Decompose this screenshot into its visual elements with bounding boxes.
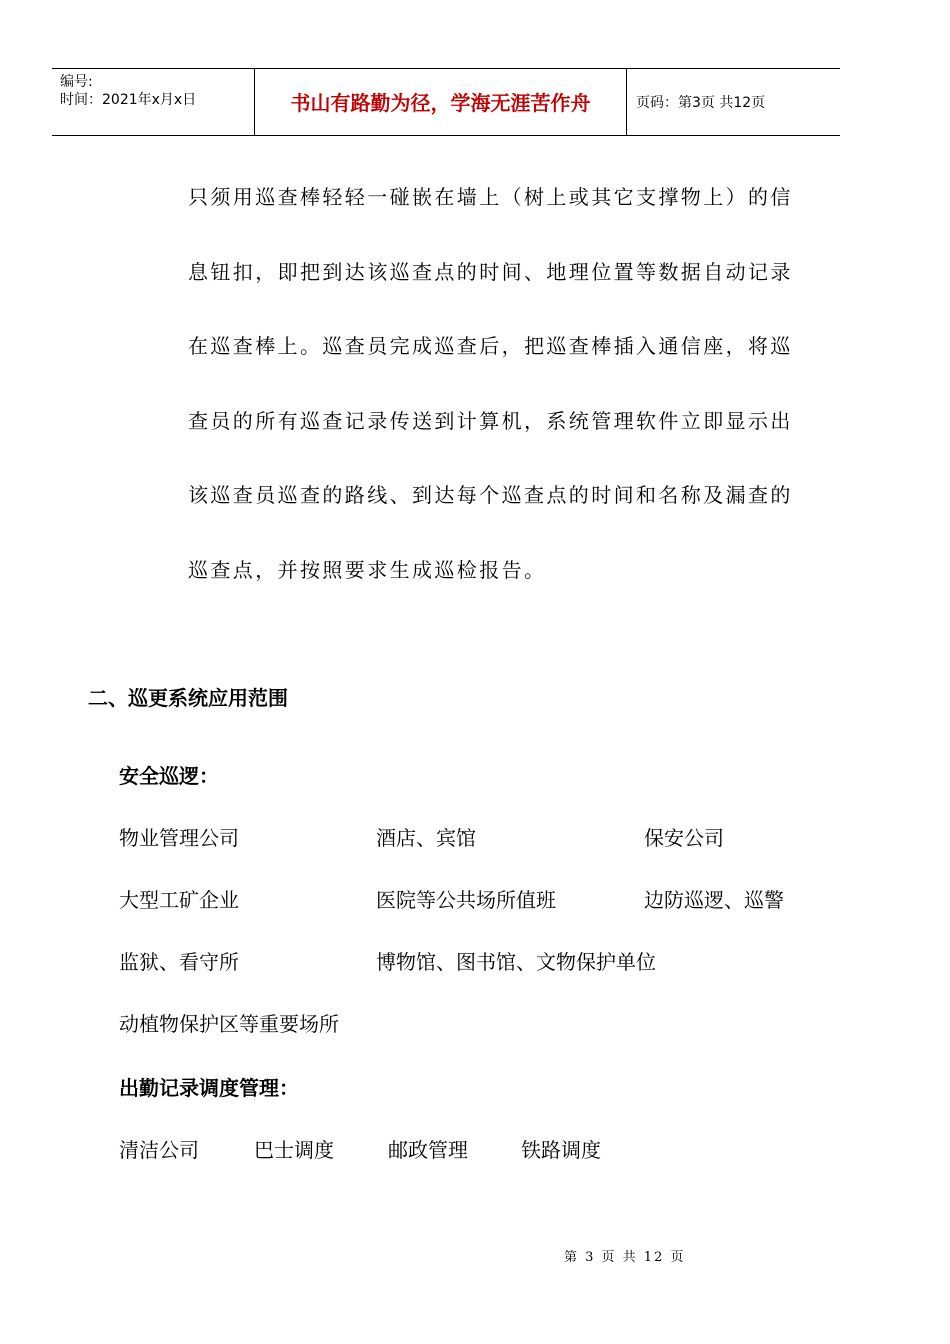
- header-page-info: 页码：第3页 共12页: [636, 95, 766, 111]
- list-item: 铁路调度: [521, 1138, 601, 1162]
- list-item: 保安公司: [644, 826, 724, 850]
- footer-page-number: 第 3 页 共 12 页: [564, 1250, 686, 1265]
- header-meta: [52, 69, 255, 135]
- attendance-heading: 出勤记录调度管理：: [119, 1076, 299, 1100]
- list-item: 巴士调度: [254, 1138, 334, 1162]
- body-paragraph: [188, 160, 808, 607]
- list-item: 清洁公司: [119, 1138, 199, 1162]
- list-item: 大型工矿企业: [119, 888, 239, 912]
- paragraph-line: 巡查点，并按照要求生成巡检报告。: [188, 557, 547, 582]
- document-number-label: 编号:: [60, 74, 93, 90]
- paragraph-line: 只须用巡查棒轻轻一碰嵌在墙上（树上或其它支撑物上）的信: [188, 185, 793, 209]
- header-motto: 书山有路勤为径，学海无涯苦作舟: [255, 69, 627, 135]
- list-item: 边防巡逻、巡警: [644, 888, 784, 912]
- security-patrol-heading: 安全巡逻：: [119, 764, 219, 788]
- list-item: 物业管理公司: [119, 826, 239, 850]
- paragraph-line: 该巡查员巡查的路线、到达每个巡查点的时间和名称及漏查的: [188, 483, 793, 507]
- section-heading: 二、巡更系统应用范围: [88, 686, 288, 710]
- page-header: [52, 68, 840, 136]
- document-time-label: 时间：2021年x月x日: [60, 92, 197, 108]
- paragraph-line: 查员的所有巡查记录传送到计算机，系统管理软件立即显示出: [188, 408, 793, 433]
- list-item: 邮政管理: [388, 1138, 468, 1162]
- paragraph-line: 在巡查棒上。巡查员完成巡查后，把巡查棒插入通信座，将巡: [188, 334, 793, 358]
- list-item: 动植物保护区等重要场所: [119, 1012, 339, 1036]
- list-item: 博物馆、图书馆、文物保护单位: [376, 950, 656, 974]
- paragraph-line: 息钮扣，即把到达该巡查点的时间、地理位置等数据自动记录: [188, 259, 793, 284]
- list-item: 酒店、宾馆: [376, 826, 476, 850]
- list-item: 监狱、看守所: [119, 950, 239, 974]
- list-item: 医院等公共场所值班: [376, 888, 556, 912]
